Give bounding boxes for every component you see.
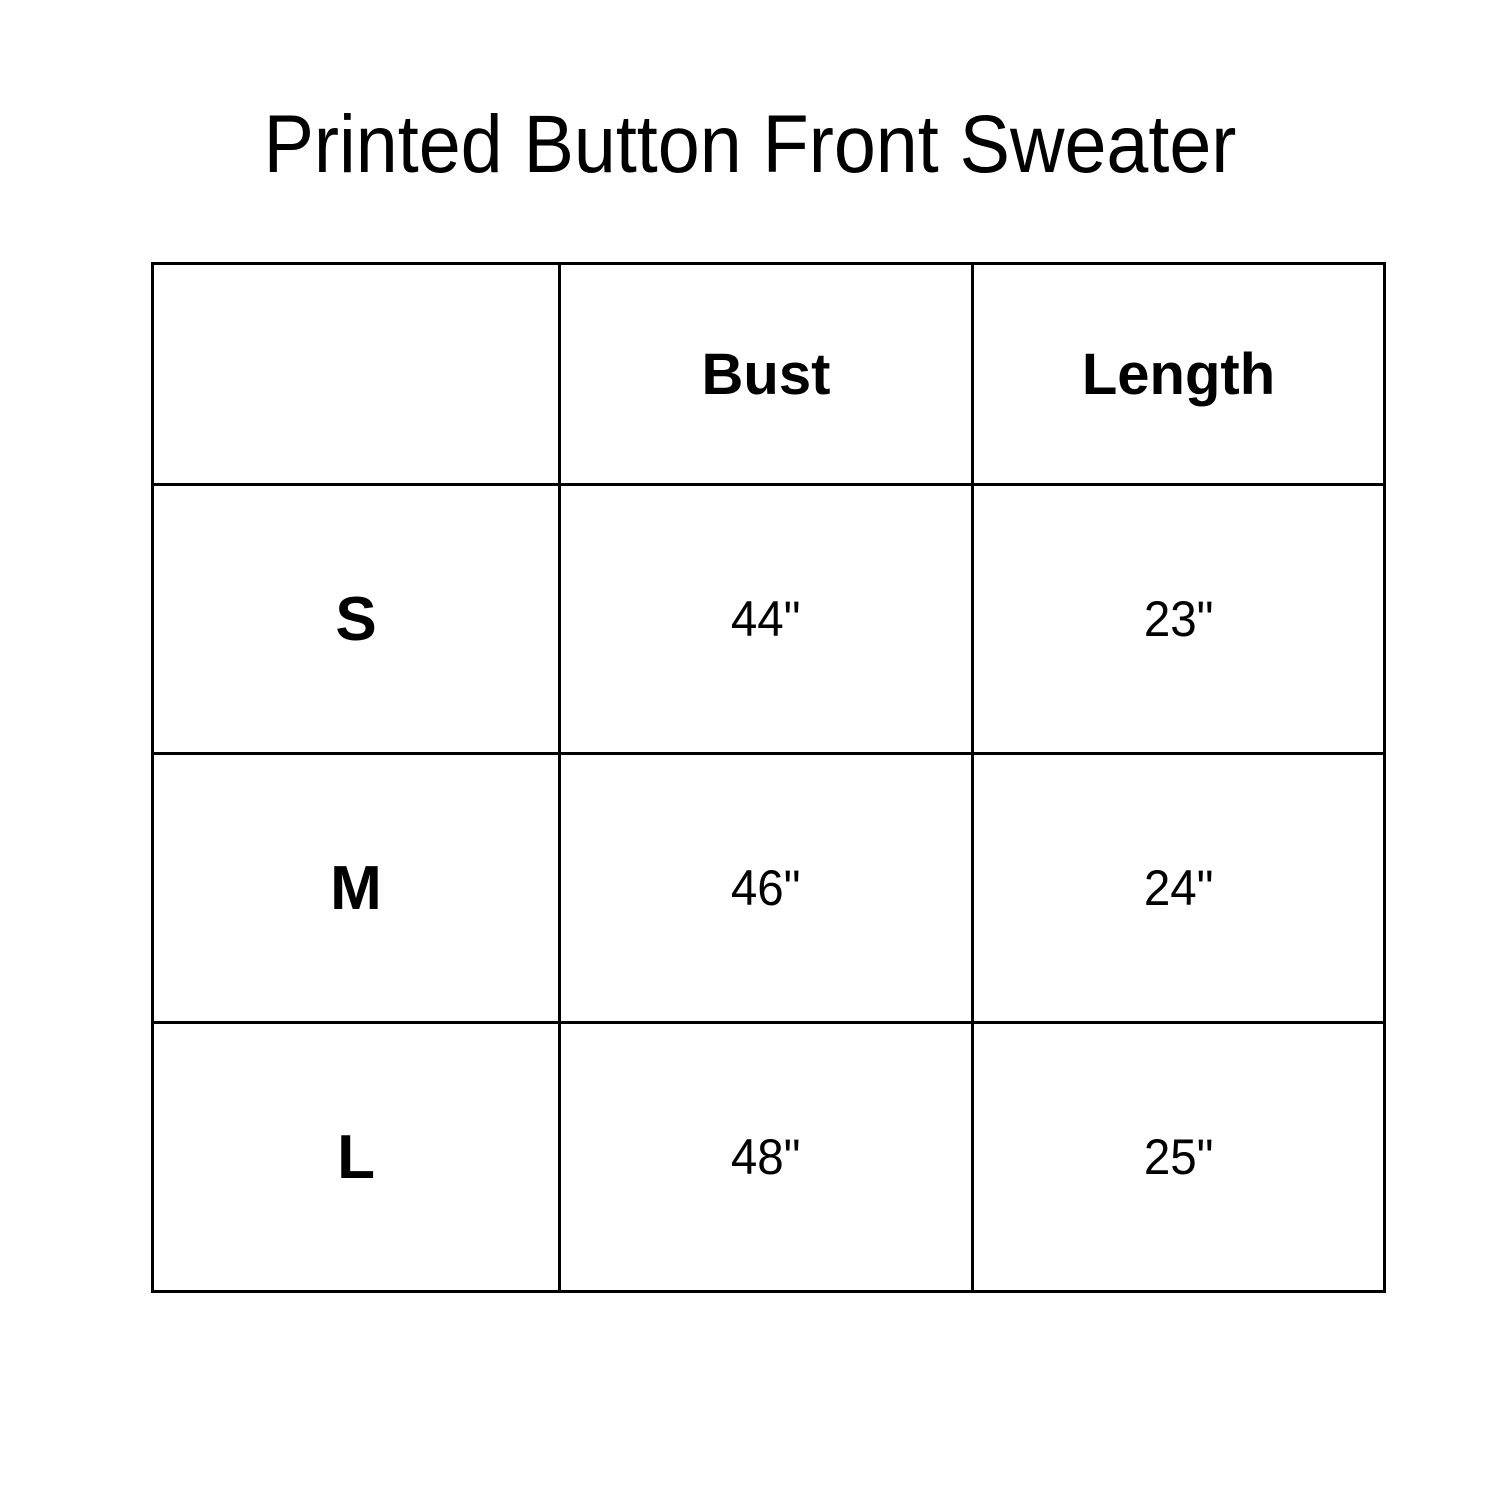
length-value: 23" — [1143, 591, 1214, 647]
header-cell-length — [973, 264, 1385, 485]
bust-value: 44" — [731, 591, 801, 647]
length-value-cell — [973, 754, 1385, 1023]
bust-value-cell — [560, 485, 973, 754]
header-cell-empty — [153, 264, 560, 485]
bust-value-cell — [560, 754, 973, 1023]
length-value-cell — [973, 1023, 1385, 1292]
bust-value: 48" — [731, 1129, 801, 1185]
table-row-s — [153, 485, 1385, 754]
length-value-cell — [973, 485, 1385, 754]
bust-value-cell — [560, 1023, 973, 1292]
length-value: 24" — [1143, 860, 1214, 916]
page-title: Printed Button Front Sweater — [263, 99, 1237, 190]
size-cell — [153, 754, 560, 1023]
size-label: L — [337, 1122, 375, 1192]
header-cell-bust — [560, 264, 973, 485]
header-bust-label: Bust — [701, 341, 831, 407]
length-value: 25" — [1143, 1129, 1214, 1185]
table-row-l — [153, 1023, 1385, 1292]
size-cell — [153, 1023, 560, 1292]
header-row — [153, 264, 1385, 485]
size-label: S — [335, 584, 377, 654]
header-length-label: Length — [1081, 341, 1276, 407]
size-label: M — [330, 853, 382, 923]
table-row-m — [153, 754, 1385, 1023]
size-chart-table — [151, 262, 1386, 1293]
bust-value: 46" — [731, 860, 801, 916]
size-cell — [153, 485, 560, 754]
